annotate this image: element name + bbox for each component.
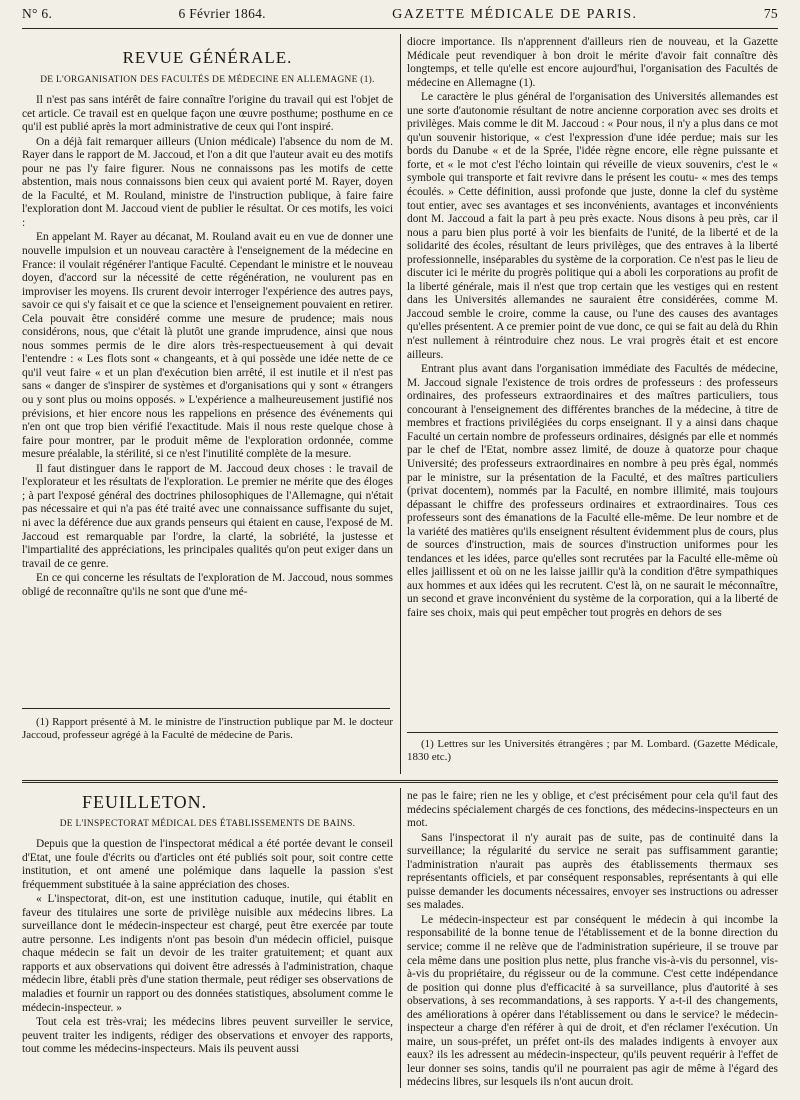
- masthead-rule: [22, 28, 778, 29]
- page-number: 75: [763, 6, 778, 21]
- masthead: [22, 6, 778, 26]
- feuilleton-paragraph: Depuis que la question de l'inspectorat médical a été portée devant le conseil d'Etat, une foule d'écrits ou d'articles ont été publiés soit pour, soit contre cette institution, et ont amené une polémique dans laquelle la passion s'est fréquemment substituée à la saine appréciation des choses.: [22, 838, 393, 891]
- footnote-rule-left: [22, 708, 390, 709]
- feuilleton-paragraph: Le médecin-inspecteur est par conséquent le médecin à qui incombe la responsabilité de la bonne tenue de l'établissement et de la bonne direction du service; comme il ne relève que de l'administration supérieure, il se trouve par cela même dans une position plus nette, plus franche vis-à-vis du personnel, vis-à-vis du propriétaire, du régisseur ou de la commune. C'est cette indépendance de position qui donne plus d'efficacité à sa surveillance, plus d'autorité à ses observations, à ses recommandations, à ses rapports. Y a-t-il des changements, des améliorations à opérer dans l'établissement ou dans le service? le médecin-inspecteur a charge d'en référer à qui de droit, et d'en réclamer l'exécution. Un maire, un sous-préfet, un préfet ont-ils des malades indigents à envoyer aux eaux? ils les adressent au médecin-inspecteur, qu'ils peuvent requérir à l'effet de leur donner ses soins, tandis qu'il ne pourraient pas agir de même à l'égard des médecins libres, sur lesquels ils n'ont aucun droit.: [407, 913, 778, 1088]
- issue-date: 6 Février 1864.: [178, 6, 266, 21]
- feuilleton-left-column: [22, 792, 393, 1088]
- revue-left-column: [22, 48, 393, 700]
- footnote: (1) Rapport présenté à M. le ministre de l'instruction publique par M. le docteur Jaccoud, professeur agrégé à la Faculté de médecine de Paris.: [22, 716, 393, 741]
- revue-paragraph: Il n'est pas sans intérêt de faire connaître l'origine du travail qui est l'objet de cet article. Ce travail est en quelque façon une œuvre posthume; posthume en ce qu'il est publié après la mort administrative de ceux qui l'ont inspiré.: [22, 94, 393, 134]
- feuilleton-paragraph: « L'inspectorat, dit-on, est une institution caduque, inutile, qui établit en faveur des titulaires une sorte de privilège nuisible aux médecins libres. La surveillance dont le médecin-inspecteur est chargé, peut être exercée par toute autre personne. Les indigents n'ont pas besoin d'un médecin officiel, puisque chaque médecin se fait un devoir de les traiter gratuitement; et quant aux rapports et aux observations qui doivent être adressés à l'administration, chaque médecin libre, établi près d'une station thermale, peut rédiger ses observations de maladies et fournir un rapport ou des données statistiques, absolument comme le médecin-inspecteur. »: [22, 893, 393, 1014]
- issue-number: N° 6.: [22, 6, 53, 21]
- column-divider: [400, 34, 401, 774]
- journal-title: GAZETTE MÉDICALE DE PARIS.: [392, 7, 638, 22]
- revue-paragraph: En appelant M. Rayer au décanat, M. Rouland avait eu en vue de donner une nouvelle impulsion et un nouveau caractère à l'enseignement de la médecine en France: il voulait régénérer l'antique Faculté. Cependant le ministre et le nouveau doyen, d'accord sur la nécessité de cette régénération, ne voulurent pas en improviser les moyens. Ils crurent devoir interroger l'expérience des autres pays, savoir ce qui s'y faisait et ce que la science et l'enseignement pouvaient en retirer. Cela pouvait être considéré comme une mesure de prudence; mais nous considérons, nous, que c'était là plutôt une grande imprudence, ainsi que nous nous sommes permis de le dire alors très-respectueusement à qui devait l'entendre : « Les flots sont « changeants, et à qui possède une idée nette de ce qu'il veut faire « et un plan d'exécution bien arrêté, il est inutile et il n'est pas sans « danger de s'inspirer de systèmes et d'organisations qui y sont « étrangers ou y sont plus ou moins opposés. » L'expérience a malheureusement justifié nos prévisions, et hier encore nous les rappelions en présence des événements qui n'en ont que trop bien vérifié l'exactitude. Mais il nous reste quelque chose à faire pour montrer, par le produit même de l'exploration ordonnée, comme mesure préalable, la stérilité, si ce n'est l'inutilité complète de la mesure.: [22, 231, 393, 461]
- footnote-rule-right: [407, 732, 778, 733]
- revue-paragraph: En ce qui concerne les résultats de l'exploration de M. Jaccoud, nous sommes obligé de reconnaître qu'ils ne sont que d'une mé-: [22, 572, 393, 598]
- feuilleton-title: FEUILLETON.: [82, 792, 208, 812]
- footnote: (1) Lettres sur les Universités étrangères ; par M. Lombard. (Gazette Médicale, 1830 etc.): [407, 738, 778, 763]
- revue-paragraph: On a déjà fait remarquer ailleurs (Union médicale) l'absence du nom de M. Rayer dans le rapport de M. Jaccoud, et l'on a dit que l'auteur avait eu des motifs pour ne pas l'y faire figurer. Nous ne connaissons pas les motifs de cette abstention, mais nous connaissons bien ceux qui avaient porté M. Rayer, doyen de la Faculté, et M. Rouland, ministre de l'instruction publique, à faire faire l'exploration dont M. Jaccoud vient de publier le résultat. Or ces motifs, les voici :: [22, 135, 393, 229]
- feuilleton-paragraph: Tout cela est très-vrai; les médecins libres peuvent surveiller le service, peuvent traiter les indigents, rédiger des observations et envoyer des rapports, tout comme les médecins-inspecteurs. Mais ils peuvent aussi: [22, 1016, 393, 1056]
- revue-left-footnote: [22, 716, 393, 762]
- feuilleton-separator: [22, 780, 778, 783]
- feuilleton-subtitle: DE L'INSPECTORAT MÉDICAL DES ÉTABLISSEMENTS DE BAINS.: [59, 819, 356, 829]
- feuilleton-right-column: [407, 790, 778, 1088]
- feuilleton-paragraph: Sans l'inspectorat il n'y aurait pas de suite, pas de continuité dans la surveillance; la régularité du service ne serait pas suffisamment garantie; l'administration n'aurait pas auprès des établissements thermaux ses représentants officiels, et par conséquent responsables, représentants à qui elle puisse demander les documents nécessaires, envoyer ses instructions ou adresser ses malades.: [407, 831, 778, 912]
- revue-paragraph: Le caractère le plus général de l'organisation des Universités allemandes est une sorte d'autonomie résultant de notre ancienne corporation avec ses droits et privilèges. Mais comme le dit M. Jaccoud : « Pour nous, il n'y a plus dans ce mot qu'un souvenir historique, « c'est l'expression d'une idée perdue; mais sur les bords du Danube « et de la Sprée, l'idée règne encore, elle règne puissante et forte, et « le mot c'est l'écho lointain qui réveille de vieux souvenirs, c'est le « symbole qui transporte et fait revivre dans le présent les coutu- « mes des temps écoulés. » Cette définition, aussi profonde que juste, donne la clef du système tout entier, avec ses avantages et ses inconvénients, avantages et inconvénients dont M. Jaccoud a fait la part à peu près exacte. Nous disons à peu près, car il nous a paru bien plus porté à voir les bienfaits de l'unité, de la liberté et de la solidarité des écoles, résultant de leurs privilèges, que des entraves à la liberté professionnelle, inséparables du système de la corporation. Ce n'est pas le lieu de discuter ici le mérite du progrès politique qui a aboli les corporations au profit de la liberté générale, mais il n'est que trop certain que les vestiges qui en restent dans les Universités allemandes ne sauraient être considérées, comme M. Jaccoud semble le croire, comme la cause, ou l'une des causes des avantages qu'elles présentent. A ce premier point de vue donc, ce qui se fait au delà du Rhin n'est nullement à réintroduire chez nous. Le vrai progrès était et est encore ailleurs.: [407, 91, 778, 361]
- revue-paragraph: Il faut distinguer dans le rapport de M. Jaccoud deux choses : le travail de l'explorateur et les résultats de l'exploration. Le premier ne mérite que des éloges ; à part l'exposé général des doctrines philosophiques de l'Allemagne, qui n'était pas nécessaire et qui n'a pas été traité avec une connaissance suffisante du sujet, ni avec la déférence due aux grands penseurs qui étaient en cause, l'exposé de M. Jaccoud est remarquable par l'ordre, la clarté, la sobriété, la justesse et l'impartialité des appréciations, les principales qualités qu'on peut exiger dans un travail de ce genre.: [22, 462, 393, 570]
- feuilleton-column-divider: [400, 788, 401, 1088]
- feuilleton-paragraph: ne pas le faire; rien ne les y oblige, et c'est précisément pour cela qu'il faut des médecins spécialement chargés de ces fonctions, des médecins-inspecteurs en un mot.: [407, 790, 778, 830]
- revue-right-footnote: [407, 738, 778, 774]
- revue-title: REVUE GÉNÉRALE.: [122, 48, 293, 67]
- revue-paragraph: Entrant plus avant dans l'organisation immédiate des Facultés de médecine, M. Jaccoud signale l'existence de trois ordres de professeurs : des professeurs ordinaires, des professeurs extraordinaires et des maîtres particuliers, tous concourant à l'enseignement des différentes branches de la médecine, à titre de membres et fractions privilégiées du corps enseignant. Il y a ainsi dans chaque Faculté un certain nombre de professeurs ordinaires, désignés par elle et nommés par le chef de l'Etat, nombre assez limité, de douze à quatorze pour chaque Université; des professeurs extraordinaires en nombre à peu près égal, nommés par le ministre, sur la présentation de la Faculté, et des maîtres particuliers (privat docentem), nommés par la Faculté, en nombre illimité, mais toujours dépassant le chiffre des professeurs ordinaires et extraordinaires. Tous ces professeurs sont des émanations de la Faculté elle-même. De leur nombre et de la variété des matières qu'ils enseignent résultent évidemment plus de cours, plus de sources d'instruction, mais de sources d'instruction uniformes pour les tendances et les idées, parce qu'elles sont recrutées par la Faculté elle-même où elles jaillissent et où on ne les laisse jaillir qu'à la condition d'être sympathiques aux hommes et aux idées qui les recrutent. C'est là, on ne saurait le méconnaître, un second et grave inconvénient du système de la corporation, qui a la liberté de faire ses choix, mais qui peut empêcher tout progrès en dehors de ses: [407, 363, 778, 619]
- revue-paragraph: diocre importance. Ils n'apprennent d'ailleurs rien de nouveau, et la Gazette Médicale peut revendiquer à bon droit le mérite d'avoir fait connaître dès longtemps, et telle qu'elle est encore aujourd'hui, l'organisation des Facultés de médecine en Allemagne (1).: [407, 36, 778, 89]
- revue-subtitle: DE L'ORGANISATION DES FACULTÉS DE MÉDECINE EN ALLEMAGNE (1).: [40, 75, 375, 85]
- revue-right-column: [407, 36, 778, 726]
